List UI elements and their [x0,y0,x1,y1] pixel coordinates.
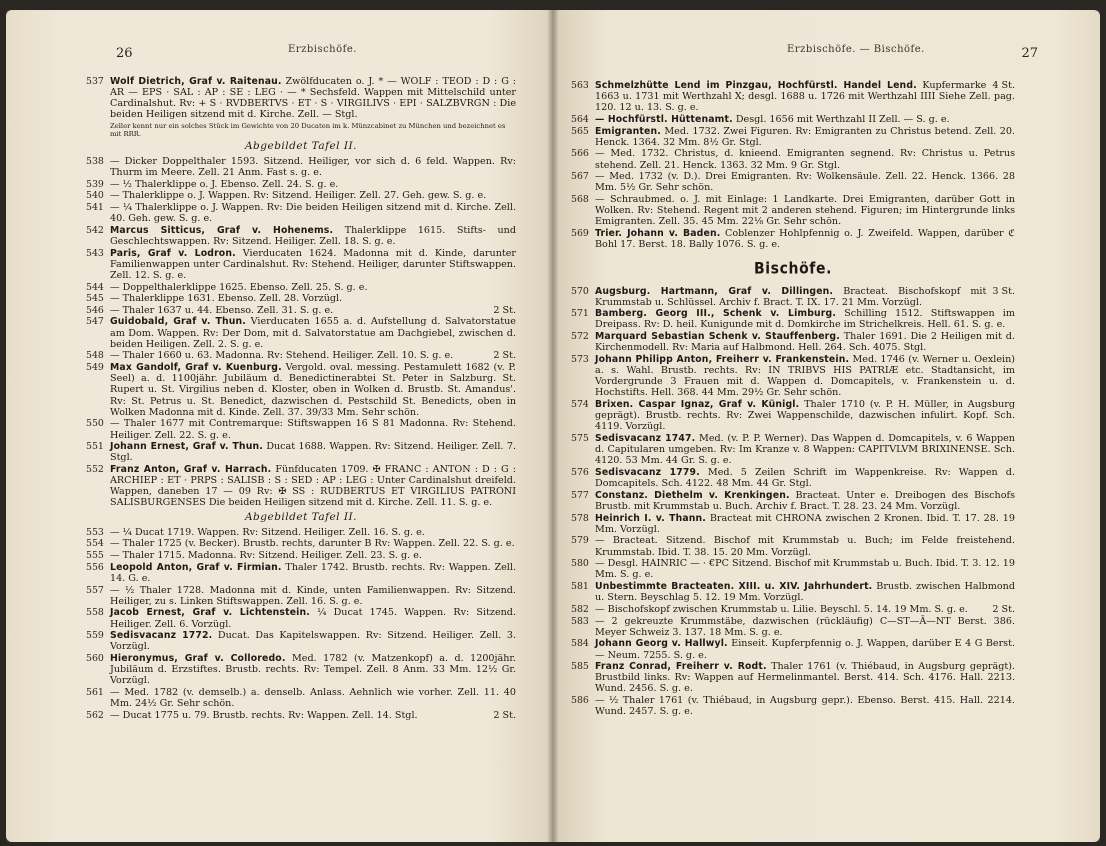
catalog-entry [571,433,1015,466]
lot-number: 585 [571,661,589,673]
entry-heading: Emigranten. [595,125,661,137]
entry-description: — Thalerklippe 1631. Ebenso. Zell. 28. Vorzügl. [110,293,343,305]
lot-number: 545 [86,293,104,305]
catalog-entry [86,441,516,463]
catalog-entry [571,513,1015,535]
entry-description: Vergold. oval. messing. Pestamulett 1682 (v. P. Seel) a. d. 1100jähr. Jubiläum d. Benedictinerabtei St. Peter in Salzburg. St. Rupert u. St. Virgilius neben d. Kloster, oben in Wolken d. Brustb. St. Amandus'. Rv: St. Petrus u. St. Benedict, dazwischen d. Pestschild St. Benedicts, oben in Wolken Madonna mit d. Kinde. Zell. 37. 39/33 Mm. Sehr schön. [110,362,516,418]
entry-heading: Johann Ernest, Graf v. Thun. [110,441,263,453]
lot-number: 580 [571,558,589,570]
catalog-entry [571,194,1015,227]
catalog-entry [86,550,516,561]
catalog-entry [86,527,516,538]
catalog-entry [86,202,516,224]
entry-heading: Sedisvacanz 1747. [595,433,696,445]
catalog-entry [571,638,1015,660]
book-gutter [547,10,559,842]
catalog-entry [86,156,516,178]
catalog-entry [86,76,516,121]
catalog-entry [571,616,1015,638]
entry-heading: Leopold Anton, Graf v. Firmian. [110,561,282,573]
entry-heading: Jacob Ernest, Graf v. Lichtenstein. [110,607,310,619]
catalog-entry [86,362,516,418]
entry-heading: Johann Philipp Anton, Freiherr v. Frankenstein. [595,353,850,365]
lot-number: 562 [86,709,104,721]
entry-description: Med. 1782 (v. Matzenkopf) a. d. 1200jähr. Jubiläum d. Erzstiftes. Brustb. rechts. Rv: Tempel. Zell. 8 Anm. 33 Mm. 12½ Gr. Vorzügl. [110,653,516,687]
entry-description: — Bischofskopf zwischen Krummstab u. Lilie. Beyschl. 5. 14. 19 Mm. S. g. e. [595,603,968,615]
lot-number: 561 [86,686,104,698]
catalog-entry [86,225,516,247]
entry-description: Med. 1746 (v. Werner u. Oexlein) a. s. Wahl. Brustb. rechts. Rv: IN TRIBVS HIS PATRIÆ etc. Stadtansicht, im Vordergrunde 3 Frauen mit d. Wappen d. Domcapitels, v. Frankenstein u. d. Hochstifts. Hell. 368. 44 Mm. 29½ Gr. Sehr schön. [595,353,1015,399]
lot-number: 566 [571,148,589,160]
entry-description: — Thaler 1677 mit Contremarque: Stiftswappen 16 S 81 Madonna. Rv: Stehend. Heiliger. Zell. 22. S. g. e. [110,418,516,441]
entry-description: — Bracteat. Sitzend. Bischof mit Krummstab u. Buch; im Felde freistehend. Krummstab. Ibid. T. 38. 15. 20 Mm. Vorzügl. [595,535,1015,558]
plate-reference: Abgebildet Tafel II. [244,139,358,152]
catalog-entry [86,179,516,190]
entry-description: — Schraubmed. o. J. mit Einlage: 1 Landkarte. Drei Emigranten, darüber Gott in Wolken. Rv: Stehend. Regent mit 2 anderen stehend. Figuren; im Hintergrunde links Emigranten. Zell. 35. 45 Mm. 22⅛ Gr. Sehr schön. [595,194,1015,228]
catalog-entry [86,464,516,509]
entry-heading: Schmelzhütte Lend im Pinzgau, Hochfürstl. Handel Lend. [595,80,917,91]
catalog-entry [571,308,1015,330]
lot-number: 560 [86,653,104,664]
catalog-entry [571,581,1015,603]
entry-heading: Marcus Sitticus, Graf v. Hohenems. [110,224,334,236]
entry-description: Thalerklippe 1615. Stifts- und Geschlechtswappen. Rv: Sitzend. Heiliger. Zell. 18. S. g. e. [110,224,516,247]
lot-number: 563 [571,80,589,91]
entry-heading: Paris, Graf v. Lodron. [110,247,236,259]
quantity-mark: 4 St. [992,80,1015,91]
entry-heading: Augsburg. Hartmann, Graf v. Dillingen. [595,285,834,297]
catalog-entry [571,354,1015,399]
page-number: 26 [116,46,133,61]
catalog-entry [571,695,1015,717]
catalog-entry [571,171,1015,193]
entry-heading: Unbestimmte Bracteaten. XIII. u. XIV. Jahrhundert. [595,581,873,593]
lot-number: 553 [86,526,104,538]
catalog-entry [571,661,1015,694]
entry-description: — Thaler 1660 u. 63. Madonna. Rv: Stehend. Heiliger. Zell. 10. S. g. e. [110,350,454,362]
right-page [553,10,1100,842]
catalog-entry [571,331,1015,353]
catalog-entry [571,228,1015,250]
entry-description: Fünfducaten 1709. ✠ FRANC : ANTON : D : G : ARCHIEP : ET · PRPS : SALISB : S : SED : AP : LEG : Unter Cardinalshut dreifeld. Wappen, daneben 17 — 09 Rv: ✠ SS : RUDBERTUS ET VIRGILIUS PATRONI SALISBURGENSES Die beiden Heiligen sitzend mit d. Kirche. Zell. 11. S. g. e. [110,464,516,509]
entry-description: Thaler 1742. Brustb. rechts. Rv: Wappen. Zell. 14. G. e. [110,561,516,584]
entry-description: — Dicker Doppelthaler 1593. Sitzend. Heiliger, vor sich d. 6 feld. Wappen. Rv: Thurm im Meere. Zell. 21 Anm. Fast s. g. e. [110,155,516,178]
catalog-entry [86,630,516,652]
page-number: 27 [1021,46,1038,61]
entry-heading: Bamberg. Georg III., Schenk v. Limburg. [595,308,837,320]
catalog-entry [571,467,1015,489]
catalog-entry [571,604,1015,615]
lot-number: 551 [86,441,104,453]
lot-number: 579 [571,535,589,547]
entry-description: Desgl. 1656 mit Werthzahl II Zell. — S. g. e. [735,113,950,125]
entry-description: Zwölfducaten o. J. * — WOLF : TEOD : D : G : AR — EPS · SAL : AP : SE : LEG · — * Sechsfeld. Wappen mit Mittelschild unter Cardinalshut. Rv: + S · RVDBERTVS · ET · S · VIRGILIVS · EPI · SALZBVRGN : Die beiden Heiligen sitzend mit d. Kirche. Zell. — Stgl. [110,76,517,121]
catalog-entry [571,558,1015,580]
left-page-entries [86,76,516,721]
lot-number: 546 [86,304,104,316]
lot-number: 567 [571,171,589,183]
lot-number: 581 [571,581,589,593]
entry-description: — Thaler 1725 (v. Becker). Brustb. rechts, darunter B Rv: Wappen. Zell. 22. S. g. e. [110,538,515,550]
entry-description: Vierducaten 1624. Madonna mit d. Kinde, darunter Familienwappen unter Cardinalshut. Rv: Stehend. Heiliger, darunter Stiftswappen. Zell. 12. S. g. e. [110,247,516,281]
left-page [6,10,553,842]
lot-number: 538 [86,155,104,167]
lot-number: 586 [571,695,589,707]
catalog-entry [86,562,516,584]
entry-heading: Brixen. Caspar Ignaz, Graf v. Künigl. [595,399,800,411]
lot-number: 539 [86,178,104,190]
entry-description: Brustb. zwischen Halbmond u. Stern. Beyschlag 5. 12. 19 Mm. Vorzügl. [595,581,1015,604]
lot-number: 558 [86,607,104,619]
entry-description: — Desgl. HAINRIC — · €PC Sitzend. Bischof mit Krummstab u. Buch. Ibid. T. 3. 12. 19 Mm. S. g. e. [595,558,1015,581]
catalog-entry [86,350,516,361]
catalog-entry [86,248,516,281]
entry-heading: Sedisvacanz 1779. [595,467,700,478]
entry-description: ¼ Ducat 1745. Wappen. Rv: Sitzend. Heiliger. Zell. 6. Vorzügl. [110,607,516,630]
plate-reference: Abgebildet Tafel II. [244,510,358,523]
entry-description: — ½ Thaler 1761 (v. Thiébaud, in Augsburg gepr.). Ebenso. Berst. 415. Hall. 2214. Wund. 2457. S. g. e. [595,695,1015,718]
lot-number: 568 [571,194,589,206]
catalog-entry [86,585,516,607]
entry-description: Bracteat. Unter e. Dreibogen des Bischofs Brustb. mit Krummstab u. Buch. Archiv f. Bract. T. 28. 23. 24 Mm. Vorzügl. [595,489,1015,512]
catalog-entry [571,286,1015,308]
lot-number: 565 [571,125,589,137]
entries-list [571,80,1015,250]
catalog-entry [86,653,516,686]
catalog-entry [571,126,1015,148]
entry-description: — Med. 1732. Christus, d. knieend. Emigranten segnend. Rv: Christus u. Petrus stehend. Zell. 21. Henck. 1363. 32 Mm. 9 Gr. Stgl. [595,148,1015,171]
entry-description: — Doppelthalerklippe 1625. Ebenso. Zell. 25. S. g. e. [110,281,368,293]
lot-number: 564 [571,113,589,125]
entry-description: Kupfermarke 1663 u. 1731 mit Werthzahl X; desgl. 1688 u. 1726 mit Werthzahl IIII Siehe Zell. pag. 120. 12 u. 13. S. g. e. [595,80,1015,114]
catalog-entry [571,114,1015,125]
right-page-entries [571,80,1015,718]
entry-description: Vierducaten 1655 a. d. Aufstellung d. Salvatorstatue am Dom. Wappen. Rv: Der Dom, mit d. Salvatorstatue am Dachgiebel, zwischen d. beiden Heiligen. Zell. 2. S. g. e. [110,316,516,350]
entry-heading: Johann Georg v. Hallwyl. [595,638,728,650]
quantity-mark: 2 St. [493,304,516,316]
lot-number: 549 [86,362,104,374]
entry-heading: Heinrich I. v. Thann. [595,512,706,524]
book-spread [6,10,1100,842]
lot-number: 571 [571,308,589,320]
catalog-entry [86,538,516,549]
lot-number: 552 [86,464,104,475]
lot-number: 544 [86,281,104,293]
entry-description: — Ducat 1775 u. 79. Brustb. rechts. Rv: Wappen. Zell. 14. Stgl. [110,709,418,721]
lot-number: 541 [86,201,104,213]
catalog-entry [571,535,1015,557]
running-head: Erzbischöfe. [288,44,357,55]
catalog-entry [86,418,516,440]
lot-number: 559 [86,630,104,642]
quantity-mark: 2 St. [493,709,516,721]
footnote: Zeller kennt nur ein solches Stück im Gewichte von 20 Ducaten im k. Münzcabinet zu München und bezeichnet es mit RRR. [110,121,506,138]
lot-number: 575 [571,433,589,445]
catalog-entry [571,148,1015,170]
lot-number: 574 [571,399,589,411]
entry-description: Thaler 1691. Die 2 Heiligen mit d. Kirchenmodell. Rv: Maria auf Halbmond. Hell. 264. Sch. 4075. Stgl. [595,331,1015,354]
lot-number: 554 [86,538,104,550]
entry-heading: Hieronymus, Graf v. Colloredo. [110,653,286,664]
quantity-mark: 2 St. [493,350,516,362]
entry-heading: Marquard Sebastian Schenk v. Stauffenberg. [595,331,840,343]
catalog-entry [86,687,516,709]
entry-description: — ¼ Ducat 1719. Wappen. Rv: Sitzend. Heiliger. Zell. 16. S. g. e. [110,526,425,538]
entry-description: — Thalerklippe o. J. Wappen. Rv: Sitzend. Heiliger. Zell. 27. Geh. gew. S. g. e. [110,190,487,202]
lot-number: 572 [571,331,589,343]
catalog-entry [86,316,516,349]
entry-description: Bracteat mit CHRONA zwischen 2 Kronen. Ibid. T. 17. 28. 19 Mm. Vorzügl. [595,512,1015,535]
lot-number: 540 [86,190,104,202]
running-head: Erzbischöfe. — Bischöfe. [787,44,925,55]
entry-description: — ½ Thalerklippe o. J. Ebenso. Zell. 24. S. g. e. [110,178,339,190]
entry-description: Ducat. Das Kapitelswappen. Rv: Sitzend. Heiliger. Zell. 3. Vorzügl. [110,630,516,653]
lot-number: 547 [86,316,104,328]
entry-heading: Constanz. Diethelm v. Krenkingen. [595,489,790,501]
catalog-entry [86,305,516,316]
entry-heading: Max Gandolf, Graf v. Kuenburg. [110,362,282,374]
entry-heading: Sedisvacanz 1772. [110,630,213,642]
quantity-mark: 3 St. [992,285,1015,297]
catalog-entry [86,710,516,721]
lot-number: 583 [571,615,589,627]
entry-description: Schilling 1512. Stiftswappen im Dreipass. Rv: D. heil. Kunigunde mit d. Domkirche im Strichelkreis. Hell. 61. S. g. e. [595,308,1015,331]
section-title: Bischöfe. [754,260,832,279]
catalog-entry [86,293,516,304]
quantity-mark: 2 St. [992,603,1015,615]
catalog-entry [86,282,516,293]
entry-description: Thaler 1710 (v. P. H. Müller, in Augsburg geprägt). Brustb. rechts. Rv: Zwei Wappenschilde, dazwischen infulirt. Kopf. Sch. 4119. Vorzügl. [595,399,1015,433]
lot-number: 569 [571,228,589,240]
entry-description: — ¼ Thalerklippe o. J. Wappen. Rv: Die beiden Heiligen sitzend mit d. Kirche. Zell. 40. Geh. gew. S. g. e. [110,201,516,225]
entry-heading: Guidobald, Graf v. Thun. [110,316,246,328]
lot-number: 557 [86,584,104,596]
lot-number: 543 [86,247,104,259]
catalog-entry [571,399,1015,432]
entry-description: Coblenzer Hohlpfennig o. J. Zweifeld. Wappen, darüber ℭ Bohl 17. Berst. 18. Bally 1076. S. g. e. [595,228,1015,251]
catalog-entry [86,190,516,201]
lot-number: 550 [86,418,104,430]
entry-description: Ducat 1688. Wappen. Rv: Sitzend. Heiliger. Zell. 7. Stgl. [110,441,516,464]
entry-description: — Thaler 1715. Madonna. Rv: Sitzend. Heiliger. Zell. 23. S. g. e. [110,550,422,562]
lot-number: 576 [571,467,589,478]
entry-heading: — Hochfürstl. Hüttenamt. [595,113,733,125]
entry-description: — 2 gekreuzte Krummstäbe, dazwischen (rückläufig) C—ST—Ā—NT Berst. 386. Meyer Schweiz 3. 137. 18 Mm. S. g. e. [595,615,1015,638]
lot-number: 555 [86,550,104,562]
lot-number: 556 [86,561,104,573]
lot-number: 548 [86,350,104,362]
entry-description: — ½ Thaler 1728. Madonna mit d. Kinde, unten Familienwappen. Rv: Sitzend. Heiliger, zu s. Linken Stiftswappen. Zell. 16. S. g. e. [110,584,516,607]
catalog-entry [571,80,1015,113]
entry-description: Med. 5 Zeilen Schrift im Wappenkreise. Rv: Wappen d. Domcapitels. Sch. 4122. 48 Mm. 44 Gr. Stgl. [595,467,1015,490]
entries-list [571,286,1015,718]
lot-number: 577 [571,489,589,501]
lot-number: 578 [571,512,589,524]
lot-number: 570 [571,285,589,297]
entry-description: Thaler 1761 (v. Thiébaud, in Augsburg geprägt). Brustbild links. Rv: Wappen auf Hermelinmantel. Berst. 414. Sch. 4176. Hall. 2213. Wund. 2456. S. g. e. [595,661,1015,695]
entry-heading: Franz Anton, Graf v. Harrach. [110,464,272,475]
entry-heading: Franz Conrad, Freiherr v. Rodt. [595,661,767,673]
entry-description: — Med. 1782 (v. demselb.) a. denselb. Anlass. Aehnlich wie vorher. Zell. 11. 40 Mm. 24½ Gr. Sehr schön. [110,686,516,710]
lot-number: 584 [571,638,589,650]
entry-heading: Trier. Johann v. Baden. [595,228,721,240]
entry-description: Bracteat. Bischofskopf mit Krummstab u. Schlüssel. Archiv f. Bract. T. IX. 17. 21 Mm. Vorzügl. [595,285,987,308]
entry-description: — Thaler 1637 u. 44. Ebenso. Zell. 31. S. g. e. [110,304,334,316]
lot-number: 573 [571,353,589,365]
entry-heading: Wolf Dietrich, Graf v. Raitenau. [110,76,282,87]
entry-description: Med. (v. P. P. Werner). Das Wappen d. Domcapitels, v. 6 Wappen d. Capitularen umgeben. Rv: Im Kranze v. 8 Wappen: CAPITVLVM BRIXINENSE. Sch. 4120. 53 Mm. 44 Gr. S. g. e. [595,433,1015,467]
entry-description: Med. 1732. Zwei Figuren. Rv: Emigranten zu Christus betend. Zell. 20. Henck. 1364. 32 Mm. 8½ Gr. Stgl. [595,125,1015,148]
entry-description: Einseit. Kupferpfennig o. J. Wappen, darüber E 4 G Berst. — Neum. 7255. S. g. e. [595,638,1016,661]
catalog-entry [571,490,1015,512]
entry-description: — Med. 1732 (v. D.). Drei Emigranten. Rv: Wolkensäule. Zell. 22. Henck. 1366. 28 Mm. 5½ Gr. Sehr schön. [595,171,1015,194]
catalog-entry [86,607,516,629]
lot-number: 542 [86,224,104,236]
lot-number: 537 [86,76,104,87]
lot-number: 582 [571,603,589,615]
